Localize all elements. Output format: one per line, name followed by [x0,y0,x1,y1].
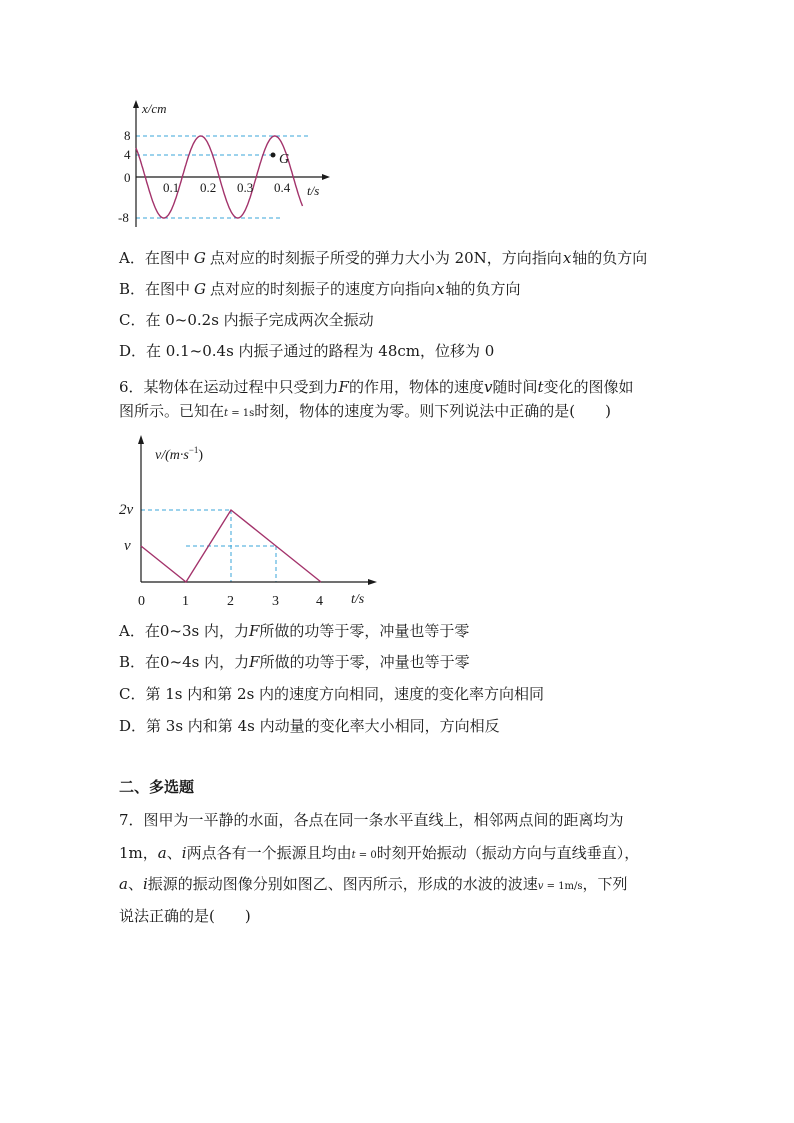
point-g [271,153,276,158]
x-tick-3: 3 [272,594,279,609]
x-tick-4: 4 [316,594,323,609]
x-tick-0: 0 [138,594,145,609]
point-g-label: G [279,152,290,167]
y-tick-0: 0 [124,170,131,185]
x-tick-04: 0.4 [274,180,291,195]
q7-stem-line1: 7．图甲为一平静的水面，各点在同一条水平直线上，相邻两点间的距离均为 [119,811,624,829]
x-tick-01: 0.1 [163,180,180,195]
q6-stem-line1: 6．某物体在运动过程中只受到力F的作用，物体的速度v随时间t变化的图像如 [119,378,634,396]
q6-option-c: C．第 1s 内和第 2s 内的速度方向相同，速度的变化率方向相同 [119,685,545,703]
y-axis-arrow [133,100,139,108]
q5-option-d: D．在 0.1~0.4s 内振子通过的路程为 48cm，位移为 0 [119,342,495,360]
velocity-chart [110,432,390,612]
q6-option-d: D．第 3s 内和第 4s 内动量的变化率大小相同，方向相反 [119,717,500,735]
q6-stem-line2: 图所示。已知在t = 1s时刻，物体的速度为零。则下列说法中正确的是( ) [119,402,611,420]
q5-option-c: C．在 0~0.2s 内振子完成两次全振动 [119,311,374,329]
x-tick-03: 0.3 [237,180,254,195]
y-tick-neg8: -8 [118,210,129,225]
q7-stem-line4: 说法正确的是( ) [119,907,251,925]
y-tick-8: 8 [124,128,131,143]
x-tick-1: 1 [182,594,189,609]
q7-stem-line2: 1m，a、i两点各有一个振源且均由t = 0时刻开始振动（振动方向与直线垂直）， [119,844,640,862]
y-tick-v: v [124,538,131,554]
q5-option-b: B．在图中 G 点对应的时刻振子的速度方向指向x轴的负方向 [119,280,521,298]
q6-option-a: A．在0~3s 内，力F所做的功等于零，冲量也等于零 [119,622,470,640]
x-tick-2: 2 [227,594,234,609]
x-axis-arrow [322,174,330,180]
oscillation-chart [110,95,340,235]
y-tick-4: 4 [124,147,131,162]
section-heading: 二、多选题 [119,778,195,796]
y-axis-label: $v/(m\cdot s^{-1})$ [155,445,204,463]
y-tick-2v: 2v [119,502,134,518]
x-axis-label: t/s [351,592,365,607]
y-axis-arrow [138,435,144,444]
x-axis-label: t/s [307,183,320,198]
q6-option-b: B．在0~4s 内，力F所做的功等于零，冲量也等于零 [119,653,470,671]
x-tick-02: 0.2 [200,180,217,195]
y-axis-label: x/cm [142,101,167,116]
q5-option-a: A．在图中 G 点对应的时刻振子所受的弹力大小为 20N，方向指向x轴的负方向 [119,249,648,267]
x-axis-arrow [368,579,377,585]
q7-stem-line3: a、i振源的振动图像分别如图乙、图丙所示，形成的水波的波速v = 1m/s，下列 [119,875,628,893]
